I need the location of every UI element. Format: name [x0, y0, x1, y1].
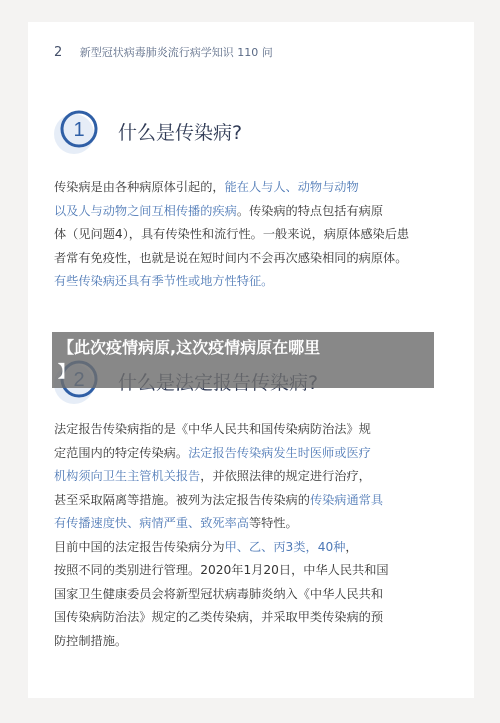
- banner-line-2: 】: [58, 362, 75, 381]
- section-2-line: [54, 512, 454, 536]
- body-text: 目前中国的法定报告传染病分为: [54, 539, 225, 554]
- section-2-line: [54, 583, 454, 607]
- section-2-line: [54, 489, 454, 513]
- body-text: 国传染病防治法》规定的乙类传染病，并采取甲类传染病的预: [54, 610, 384, 624]
- section-2-line: [54, 465, 454, 489]
- page-header: [54, 44, 273, 60]
- section-1-line: [54, 200, 454, 224]
- body-text: 体（见问题4），具有传染性和流行性。一般来说，病原体感染后患: [54, 227, 410, 241]
- body-text: 防控制措施。: [54, 633, 128, 648]
- section-1-title: 什么是传染病?: [118, 122, 243, 144]
- section-2-line: [54, 536, 454, 560]
- section-2-body: [54, 418, 454, 653]
- body-text: 。传染病的特点包括有病原: [236, 203, 384, 218]
- body-text: 等特性。: [249, 516, 298, 530]
- body-text: ，: [345, 539, 358, 554]
- section-1-line: [54, 247, 454, 271]
- body-text: 定范围内的特定传染病。: [54, 445, 189, 460]
- body-text: 按照不同的类别进行管理。2020年1月20日，中华人民共和国: [54, 563, 389, 577]
- highlighted-text: 甲、乙、丙3类，40种: [224, 539, 346, 554]
- body-text: ，并依照法律的规定进行治疗，: [200, 469, 371, 483]
- book-title: 新型冠状病毒肺炎流行病学知识 110 问: [79, 46, 273, 59]
- section-2-line: [54, 606, 454, 630]
- page-number: 2: [54, 45, 63, 60]
- section-2-line: [54, 559, 454, 583]
- section-1-body: [54, 176, 454, 294]
- body-text: 法定报告传染病指的是《中华人民共和国传染病防治法》规: [54, 422, 371, 436]
- highlighted-text: 能在人与人、动物与动物: [224, 180, 359, 194]
- highlighted-text: 传染病通常具: [309, 492, 384, 507]
- number-circle-icon: [52, 108, 100, 156]
- highlighted-text: 以及人与动物之间互相传播的疾病: [54, 203, 237, 218]
- highlighted-text: 有传播速度快、病情严重、致死率高: [54, 516, 249, 530]
- highlighted-text: 有些传染病还具有季节性或地方性特征。: [54, 274, 274, 288]
- article-title-banner[interactable]: [52, 332, 434, 388]
- section-2-line: [54, 418, 454, 442]
- highlighted-text: 机构须向卫生主管机关报告: [54, 469, 201, 483]
- section-2-line: [54, 442, 454, 466]
- banner-line-1: 【此次疫情病原,这次疫情病原在哪里: [58, 338, 321, 357]
- body-text: 者常有免疫性，也就是说在短时间内不会再次感染相同的病原体。: [54, 250, 408, 265]
- section-1-line: [54, 223, 454, 247]
- body-text: 国家卫生健康委员会将新型冠状病毒肺炎纳入《中华人民共和: [54, 586, 384, 601]
- section-2-line: [54, 630, 454, 654]
- section-1-line: [54, 270, 454, 294]
- section-1-number: 1: [73, 119, 85, 141]
- body-text: 甚至采取隔离等措施。被列为法定报告传染病的: [54, 492, 310, 507]
- body-text: 传染病是由各种病原体引起的，: [54, 180, 225, 194]
- section-1-line: [54, 176, 454, 200]
- highlighted-text: 法定报告传染病发生时医师或医疗: [188, 445, 371, 460]
